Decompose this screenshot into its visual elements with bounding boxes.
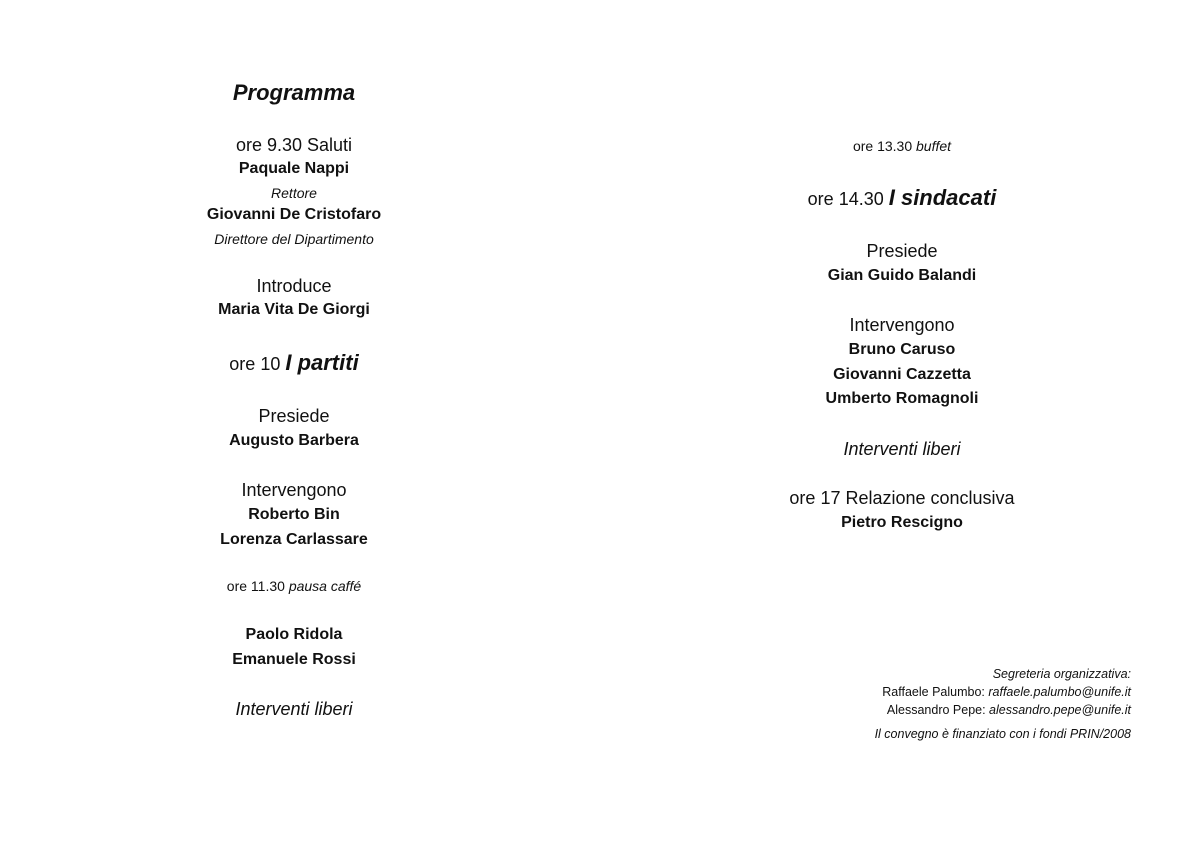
contact-2 (887, 703, 1131, 717)
rettore-name: Paquale Nappi (238, 160, 350, 177)
contact-1-email: raffaele.palumbo@unife.it (988, 685, 1131, 699)
intervengono-label: Intervengono (241, 480, 347, 500)
speaker-item: Paolo Ridola (245, 626, 343, 643)
buffet-label: buffet (916, 138, 952, 154)
session-2-heading (752, 185, 1052, 211)
speaker-item: Bruno Caruso (848, 341, 956, 358)
session-1-title: I partiti (285, 350, 359, 375)
direttore-name: Giovanni De Cristofaro (206, 206, 382, 223)
speaker-item: Roberto Bin (248, 506, 340, 523)
direttore-role: Direttore del Dipartimento (214, 231, 374, 247)
interventi-liberi: Interventi liberi (235, 699, 353, 719)
contact-2-name: Alessandro Pepe: (886, 703, 990, 717)
buffet-time: ore 13.30 (852, 138, 917, 154)
contact-1-name: Raffaele Palumbo: (882, 685, 989, 699)
speaker-item: Giovanni Cazzetta (833, 366, 971, 383)
conclusiva-name: Pietro Rescigno (841, 514, 963, 531)
introduce-label: Introduce (256, 276, 332, 296)
session-2-time: ore 14.30 (807, 189, 889, 209)
pausa-line (144, 578, 444, 596)
session-2-title: I sindacati (888, 185, 997, 210)
program-title: Programma (232, 80, 356, 105)
contact-1 (882, 685, 1131, 699)
presiede-name: Gian Guido Balandi (827, 267, 977, 284)
introduce-name: Maria Vita De Giorgi (218, 301, 370, 318)
session-1-time: ore 10 (229, 354, 286, 374)
buffet-line (752, 138, 1052, 156)
funding-note: Il convegno è finanziato con i fondi PRIN/2008 (874, 727, 1131, 741)
conclusiva-label: ore 17 Relazione conclusiva (789, 488, 1015, 508)
program-right-column (752, 0, 1052, 846)
speaker-item: Lorenza Carlassare (220, 531, 368, 548)
saluti-time: ore 9.30 Saluti (235, 135, 353, 155)
interventi-liberi: Interventi liberi (843, 439, 961, 459)
session-1-heading (144, 350, 444, 376)
presiede-label: Presiede (258, 406, 330, 426)
speaker-item: Umberto Romagnoli (825, 390, 979, 407)
pausa-time: ore 11.30 (226, 578, 289, 594)
presiede-label: Presiede (866, 241, 938, 261)
segreteria-label: Segreteria organizzativa: (992, 667, 1131, 681)
pausa-label: pausa caffé (288, 578, 362, 594)
rettore-role: Rettore (271, 185, 317, 201)
program-left-column (144, 0, 444, 846)
presiede-name: Augusto Barbera (229, 432, 359, 449)
contact-2-email: alessandro.pepe@unife.it (989, 703, 1131, 717)
intervengono-label: Intervengono (849, 315, 955, 335)
speaker-item: Emanuele Rossi (232, 651, 356, 668)
